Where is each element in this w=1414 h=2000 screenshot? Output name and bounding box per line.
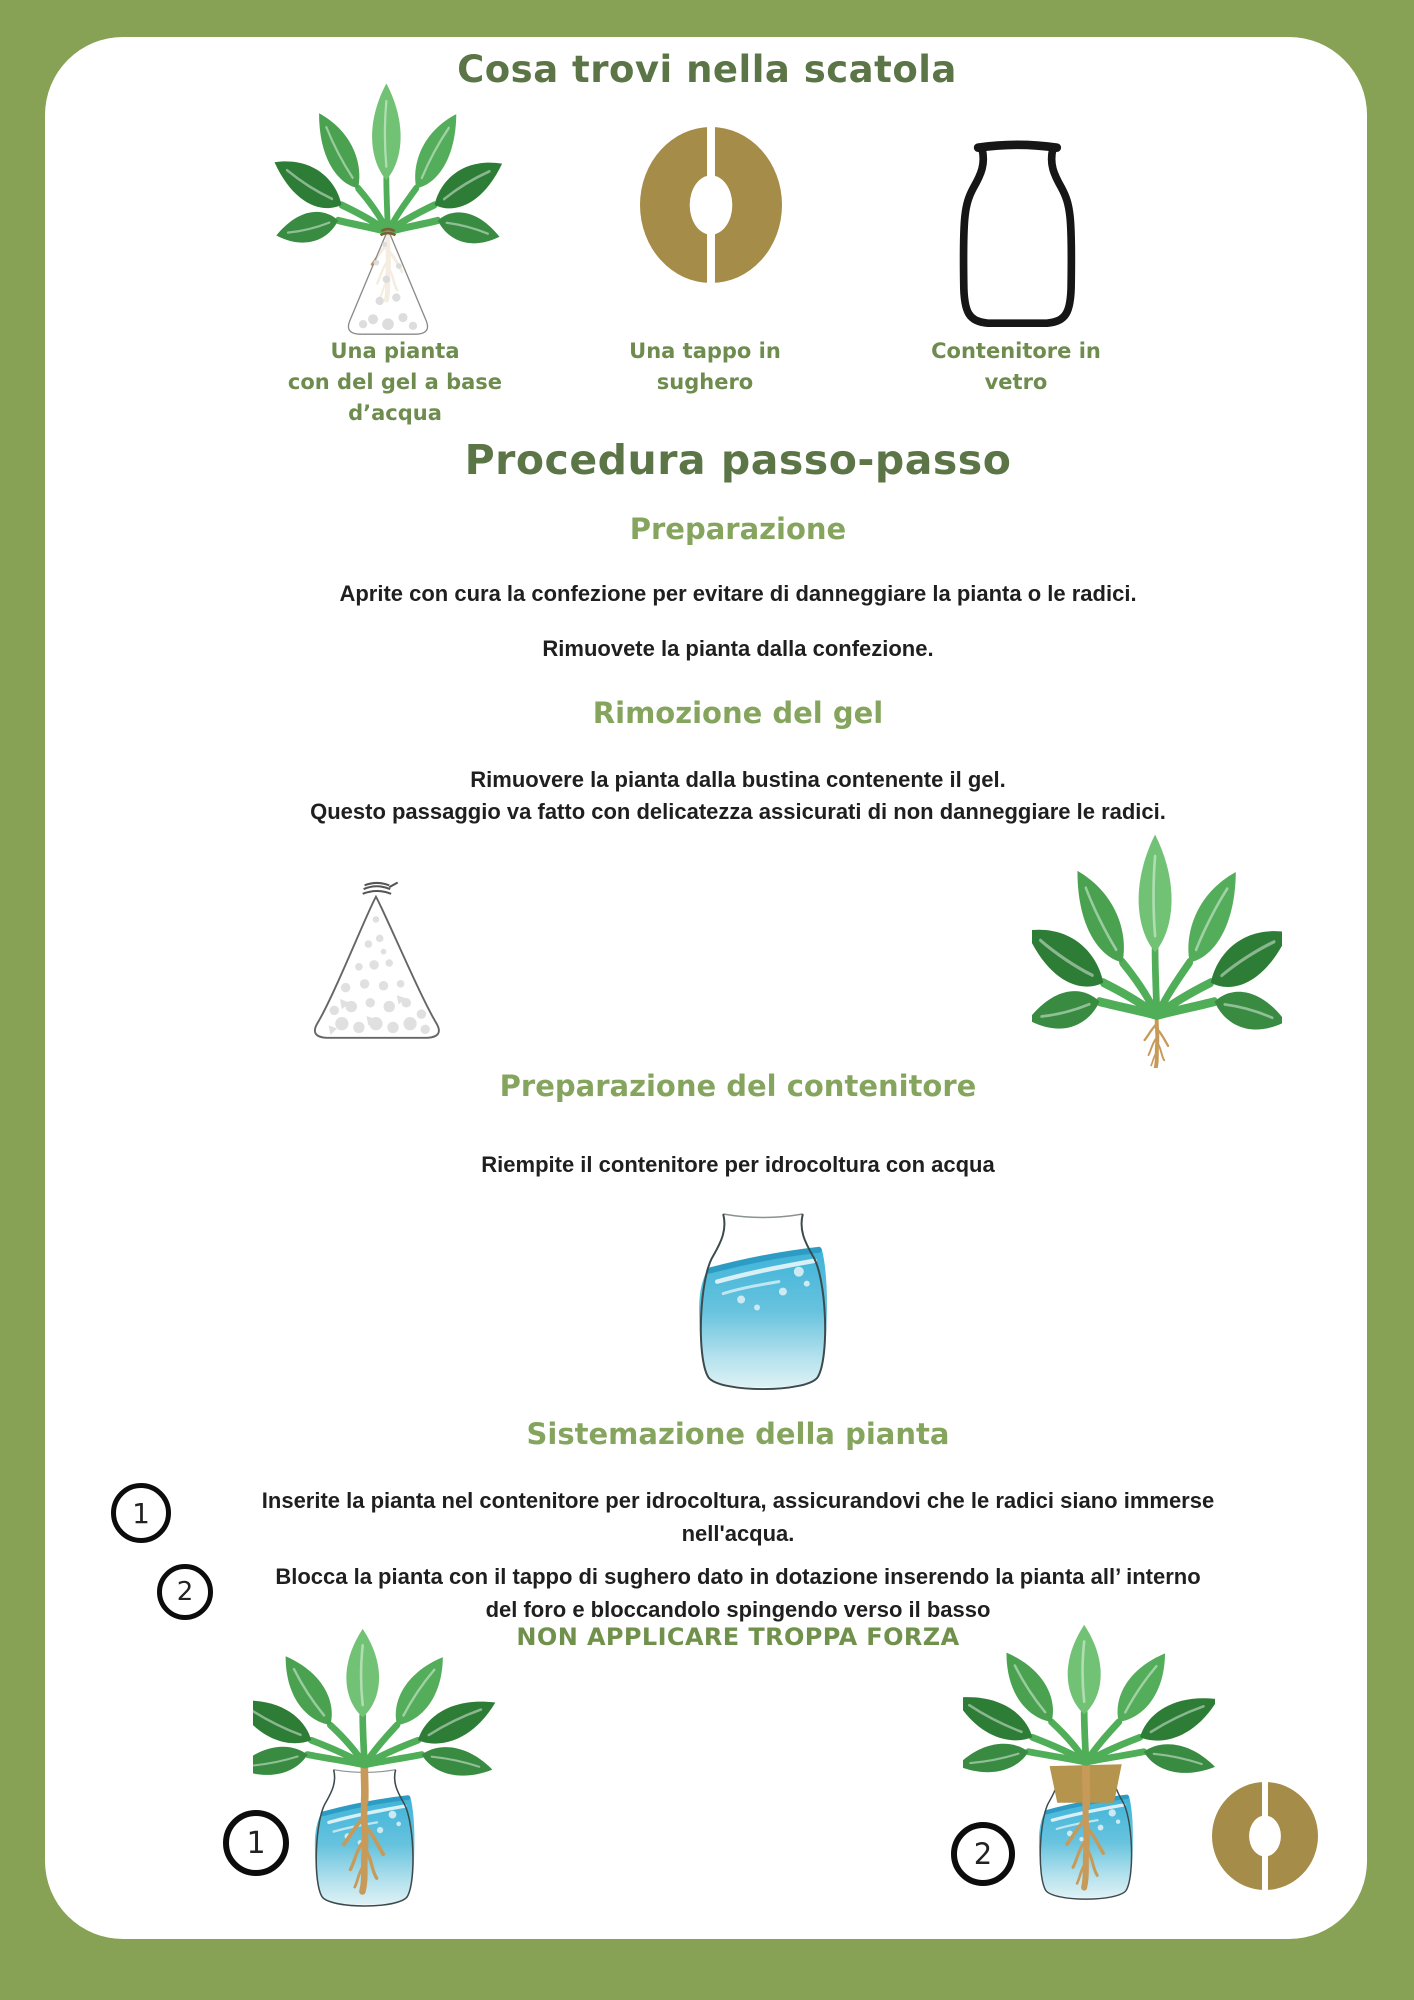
water-container-icon	[683, 1208, 843, 1402]
glass-container-icon	[948, 139, 1085, 327]
cork-stopper-icon	[1212, 1782, 1318, 1890]
box-item-label-glass: Contenitore in vetro	[931, 339, 1101, 394]
plant-with-gel-bag-icon	[272, 78, 504, 340]
step-2-text: Blocca la pianta con il tappo di sughero dato in dotazione inserendo la pianta all’ interno del foro e bloccandolo spingendo verso il basso	[275, 1564, 1201, 1622]
section-heading-rimozione: Rimozione del gel	[592, 696, 884, 730]
step-2-number: 2	[176, 1577, 194, 1607]
gel-bag-icon	[285, 880, 465, 1046]
figure-1-number: 1	[246, 1825, 266, 1861]
figure-2-number-badge	[951, 1822, 1015, 1886]
step-1-number: 1	[132, 1496, 150, 1530]
step-1-text: Inserite la pianta nel contenitore per idrocoltura, assicurandovi che le radici siano immerse nell'acqua.	[261, 1488, 1215, 1546]
warning-text: NON APPLICARE TROPPA FORZA	[516, 1623, 960, 1651]
section-heading-preparazione: Preparazione	[629, 512, 847, 546]
figure-1-number-badge	[223, 1810, 289, 1876]
plant-icon	[1032, 828, 1282, 1068]
figure-2-number: 2	[973, 1837, 993, 1871]
cork-stopper-icon	[640, 127, 782, 283]
section-heading-contenitore: Preparazione del contenitore	[499, 1069, 977, 1103]
rimozione-paragraph: Rimuovere la pianta dalla bustina contenente il gel. Questo passaggio va fatto con delicatezza assicurati di non danneggiare le radici.	[310, 767, 1166, 824]
plant-in-vase-icon	[253, 1624, 501, 1929]
page-title: Cosa trovi nella scatola	[457, 48, 957, 91]
section-heading-sistemazione: Sistemazione della pianta	[526, 1417, 950, 1451]
box-item-label-cork: Una tappo in sughero	[629, 339, 781, 394]
box-item-label-plant: Una pianta con del gel a base d’acqua	[287, 339, 503, 425]
procedure-title: Procedura passo-passo	[464, 436, 1012, 484]
preparazione-paragraph-1: Aprite con cura la confezione per evitare di danneggiare la pianta o le radici.	[339, 581, 1137, 606]
contenitore-paragraph: Riempite il contenitore per idrocoltura con acqua	[481, 1152, 995, 1177]
preparazione-paragraph-2: Rimuovete la pianta dalla confezione.	[542, 636, 934, 661]
